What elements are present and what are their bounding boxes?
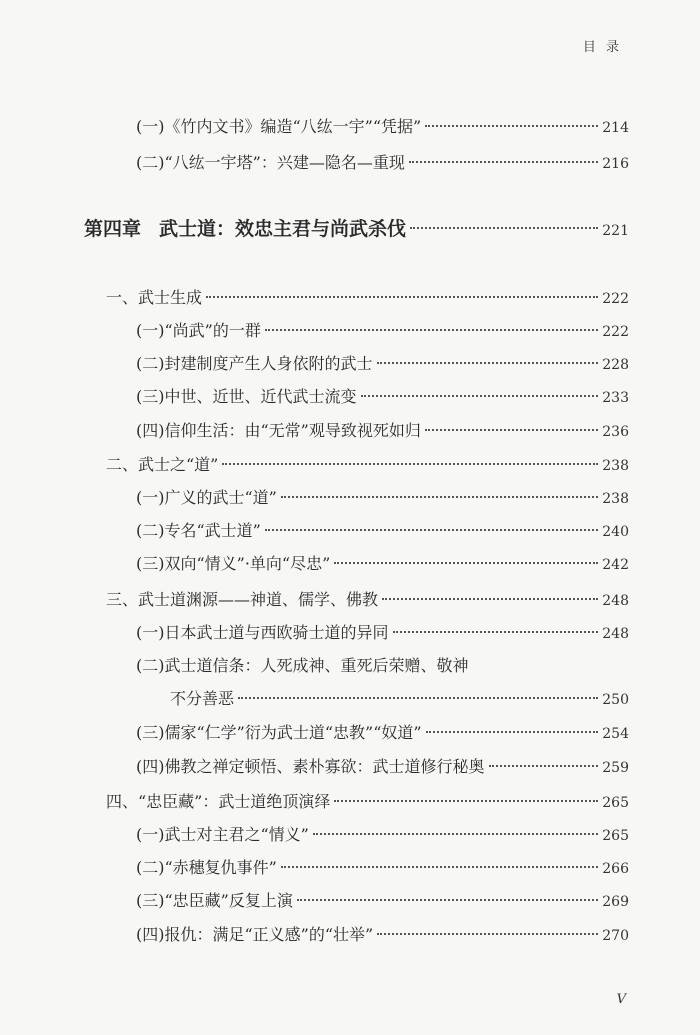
- toc-section[interactable]: [106, 288, 629, 309]
- toc-entry-page: 248: [602, 626, 629, 642]
- toc-entry-title: (一)“尚武”的一群: [136, 321, 261, 340]
- toc-entry[interactable]: [136, 723, 629, 744]
- chapter-label: 第四章: [84, 218, 142, 240]
- toc-entry-title: (一)广义的武士“道”: [136, 488, 277, 507]
- dot-leader: [426, 731, 599, 733]
- toc-entry[interactable]: [136, 421, 629, 442]
- dot-leader: [393, 631, 599, 633]
- dot-leader: [297, 899, 598, 901]
- dot-leader: [281, 496, 598, 498]
- chapter-page: 221: [602, 223, 629, 239]
- toc-entry-page: 259: [602, 760, 629, 776]
- toc-entry-page: 270: [602, 928, 629, 944]
- toc-entry-title: (三)“忠臣藏”反复上演: [136, 891, 293, 910]
- dot-leader: [281, 866, 598, 868]
- dot-leader: [425, 429, 598, 431]
- toc-entry-title: (四)佛教之禅定顿悟、素朴寡欲：武士道修行秘奥: [136, 757, 485, 776]
- toc-entry-page: 240: [602, 524, 629, 540]
- dot-leader: [425, 125, 598, 127]
- toc-entry-page: 228: [602, 357, 629, 373]
- toc-entry-page: 222: [602, 291, 629, 307]
- toc-entry[interactable]: [136, 354, 629, 375]
- toc-entry-page: 238: [602, 491, 629, 507]
- toc-entry-title: (一)《竹内文书》编造“八纮一宇”“凭据”: [136, 117, 422, 136]
- dot-leader: [334, 562, 598, 564]
- dot-leader: [222, 463, 598, 465]
- toc-entry-title: (三)双向“情义”·单向“尽忠”: [136, 554, 331, 573]
- toc-entry-page: 216: [602, 156, 629, 172]
- dot-leader: [409, 161, 598, 163]
- toc-entry[interactable]: [136, 387, 629, 408]
- toc-entry-title: (一)武士对主君之“情义”: [136, 825, 309, 844]
- toc-entry-title: 不分善恶: [170, 689, 235, 708]
- dot-leader: [377, 362, 599, 364]
- toc-entry-title: (二)专名“武士道”: [136, 521, 261, 540]
- toc-entry-title: 三、武士道渊源——神道、儒学、佛教: [106, 590, 379, 609]
- chapter-title: [84, 219, 406, 239]
- toc-entry[interactable]: [136, 488, 629, 509]
- toc-entry[interactable]: [170, 689, 629, 710]
- chapter-heading[interactable]: [84, 219, 629, 241]
- dot-leader: [313, 833, 598, 835]
- toc-entry[interactable]: [136, 825, 629, 846]
- dot-leader: [265, 529, 598, 531]
- dot-leader: [206, 296, 598, 298]
- toc-entry-title: (二)封建制度产生人身依附的武士: [136, 354, 373, 373]
- toc-entry-page: 254: [602, 726, 629, 742]
- toc-entry-title: (四)报仇：满足“正义感”的“壮举”: [136, 925, 374, 944]
- toc-entry-page: 248: [602, 593, 629, 609]
- toc-entry-page: 265: [602, 828, 629, 844]
- running-head: 目 录: [582, 40, 622, 55]
- toc-entry-title: 一、武士生成: [106, 288, 203, 307]
- dot-leader: [361, 395, 599, 397]
- toc-entry-page: 250: [602, 692, 629, 708]
- toc-entry[interactable]: [136, 891, 629, 912]
- toc-entry-page: 266: [602, 861, 629, 877]
- toc-section[interactable]: [106, 792, 629, 813]
- dot-leader: [377, 933, 598, 935]
- toc-entry-page: 236: [602, 424, 629, 440]
- toc-entry-page: 265: [602, 795, 629, 811]
- toc-entry-title: (三)儒家“仁学”衍为武士道“忠教”“奴道”: [136, 723, 422, 742]
- toc-section[interactable]: [106, 455, 629, 476]
- dot-leader: [238, 697, 598, 699]
- dot-leader: [410, 227, 598, 229]
- toc-entry-page: 222: [602, 324, 629, 340]
- toc-entry[interactable]: [136, 925, 629, 946]
- toc-entry-title: 二、武士之“道”: [106, 455, 219, 474]
- toc-entry-title: (二)“八纮一宇塔”：兴建—隐名—重现: [136, 153, 405, 172]
- toc-entry[interactable]: [136, 858, 629, 879]
- toc-entry[interactable]: [136, 321, 629, 342]
- toc-entry-page: 269: [602, 894, 629, 910]
- dot-leader: [382, 598, 598, 600]
- toc-entry[interactable]: [136, 757, 629, 778]
- toc-entry[interactable]: [136, 554, 629, 575]
- toc-section[interactable]: [106, 590, 629, 611]
- dot-leader: [334, 800, 598, 802]
- toc-entry-page: 233: [602, 390, 629, 406]
- toc-entry-title: 四、“忠臣藏”：武士道绝顶演绎: [106, 792, 331, 811]
- toc-entry[interactable]: [136, 117, 629, 138]
- dot-leader: [265, 329, 598, 331]
- toc-entry[interactable]: [136, 153, 629, 174]
- toc-entry-title: (四)信仰生活：由“无常”观导致视死如归: [136, 421, 421, 440]
- toc-entry-page: 242: [602, 557, 629, 573]
- toc-entry-title: (三)中世、近世、近代武士流变: [136, 387, 357, 406]
- toc-entry-page: 214: [602, 120, 629, 136]
- toc-entry-line1[interactable]: (二)武士道信条：人死成神、重死后荣赠、敬神: [136, 656, 469, 675]
- toc-entry-title: (二)“赤穗复仇事件”: [136, 858, 277, 877]
- dot-leader: [489, 765, 599, 767]
- page-number: V: [616, 992, 626, 1007]
- chapter-name: 武士道：效忠主君与尚武杀伐: [159, 218, 407, 240]
- toc-entry[interactable]: [136, 521, 629, 542]
- toc-entry-title: (一)日本武士道与西欧骑士道的异同: [136, 623, 389, 642]
- toc-entry-page: 238: [602, 458, 629, 474]
- toc-entry[interactable]: [136, 623, 629, 644]
